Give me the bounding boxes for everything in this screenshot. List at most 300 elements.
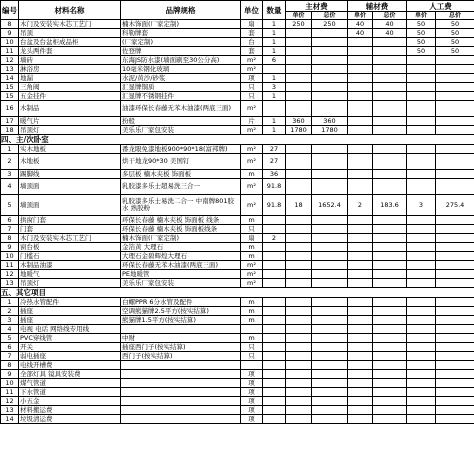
cell-main-total [312,56,348,65]
cell-labor-total [436,92,474,101]
header-labor-cost: 人工费 [407,1,474,12]
cell-qty: 91.8 [263,179,286,195]
cell-labor-total [436,252,474,261]
cell-labor-unit-price [407,92,436,101]
cell-qty [263,279,286,288]
cell-labor-unit-price [407,397,436,406]
cell-brand: PE地暖管 [121,270,241,279]
cell-labor-total [436,65,474,74]
table-row [1,343,474,352]
table-row [1,83,474,92]
cell-main-total [312,252,348,261]
cell-aux-unit-price [348,216,373,225]
cell-brand: 美乐乐厂家包安装 [121,126,241,135]
cell-unit: 片 [241,117,263,126]
cell-labor-unit-price [407,261,436,270]
cell-unit [241,361,263,370]
cell-no: 7 [1,225,19,234]
cell-brand: 科勒牌套 [121,29,241,38]
cell-aux-unit-price [348,261,373,270]
cell-brand: 10毫米钢化玻璃 [121,65,241,74]
cell-labor-unit-price [407,343,436,352]
cell-main-total [312,38,348,47]
cell-labor-total [436,316,474,325]
table-body [1,20,474,424]
header-aux-total: 总价 [373,12,407,20]
table-row [1,307,474,316]
cell-brand: 楠木饰面(厂家定制) [121,234,241,243]
cell-labor-total [436,83,474,92]
cell-aux-unit-price [348,361,373,370]
cell-no: 11 [1,47,19,56]
cell-main-unit-price [286,352,312,361]
cell-main-unit-price [286,370,312,379]
table-row [1,352,474,361]
cell-unit: m [241,298,263,307]
table-row [1,270,474,279]
cell-material: 窗台板 [19,243,121,252]
cell-qty [263,243,286,252]
cell-material: 煤气管道 [19,379,121,388]
cell-aux-total [373,370,407,379]
cell-material: 龙头两件套 [19,47,121,56]
table-row [1,56,474,65]
cell-unit: 只 [241,83,263,92]
cell-aux-total [373,279,407,288]
cell-unit: 项 [241,388,263,397]
cell-no: 14 [1,74,19,83]
cell-brand [121,406,241,415]
cell-qty [263,379,286,388]
cell-aux-total [373,261,407,270]
cell-main-total [312,279,348,288]
cell-brand: 佐登牌 [121,47,241,56]
cell-qty [263,270,286,279]
cell-aux-unit-price [348,388,373,397]
cell-brand: 番龙眼免漆地板900*90*18(富邦牌) [121,145,241,154]
cell-labor-total: 50 [436,20,474,29]
cell-material: 木地板 [19,154,121,170]
table-row [1,397,474,406]
cell-material: 踢脚线 [19,170,121,179]
cell-no: 6 [1,343,19,352]
cell-no: 9 [1,370,19,379]
cell-aux-total [373,65,407,74]
cell-aux-total [373,361,407,370]
table-row [1,195,474,216]
cell-main-total [312,225,348,234]
cell-main-total [312,74,348,83]
cell-main-unit-price: 18 [286,195,312,216]
cell-qty [263,298,286,307]
cell-main-total [312,352,348,361]
table-row [1,415,474,424]
cell-labor-total [436,397,474,406]
cell-no: 9 [1,243,19,252]
cell-no: 10 [1,252,19,261]
cell-labor-total [436,270,474,279]
cell-brand: 楠木饰面(厂家定制) [121,20,241,29]
cell-brand: 熊猫牌1.5平方(按实结算) [121,316,241,325]
cell-material: 吊顶灯 [19,126,121,135]
cell-brand [121,379,241,388]
cell-aux-unit-price [348,316,373,325]
cell-labor-total [436,179,474,195]
cell-labor-total [436,343,474,352]
cell-aux-total [373,397,407,406]
cell-brand: 环保长春藤 楠木夹板 饰面板 线条 [121,216,241,225]
cell-unit: m² [241,154,263,170]
cell-aux-unit-price: 40 [348,29,373,38]
cell-no: 4 [1,325,19,334]
cell-brand: 中财 [121,334,241,343]
table-row [1,38,474,47]
cell-main-unit-price [286,179,312,195]
header-labor-unit-price: 单价 [407,12,436,20]
cell-labor-total [436,74,474,83]
cell-labor-unit-price [407,179,436,195]
cell-no: 11 [1,388,19,397]
cell-qty: 27 [263,145,286,154]
cell-main-total [312,29,348,38]
cell-main-total [312,397,348,406]
cell-aux-unit-price [348,92,373,101]
cell-material: 五金挂件 [19,92,121,101]
cell-labor-total [436,279,474,288]
cell-material: 拱窗门套 [19,216,121,225]
cell-main-unit-price [286,101,312,117]
cell-aux-total [373,352,407,361]
cell-main-total [312,234,348,243]
cell-material: 木门及安装实木芯工艺门 [19,234,121,243]
cell-aux-unit-price [348,252,373,261]
cell-unit: 项 [241,415,263,424]
cell-main-total: 250 [312,20,348,29]
table-row [1,20,474,29]
table-row [1,47,474,56]
cell-qty [263,325,286,334]
cell-brand: 水泥/黄沙/砂浆 [121,74,241,83]
cell-aux-total: 40 [373,29,407,38]
table-row [1,334,474,343]
cell-labor-unit-price [407,415,436,424]
cell-main-unit-price [286,29,312,38]
table-row [1,279,474,288]
cell-material: 暖气片 [19,117,121,126]
cell-aux-unit-price [348,243,373,252]
cell-aux-total [373,243,407,252]
cell-no: 7 [1,352,19,361]
cell-unit: 套 [241,29,263,38]
cell-labor-unit-price [407,370,436,379]
cell-qty [263,65,286,74]
cell-qty: 1 [263,38,286,47]
cell-labor-total: 50 [436,38,474,47]
cell-aux-unit-price [348,397,373,406]
cell-unit: 台 [241,38,263,47]
cell-aux-unit-price [348,343,373,352]
cell-main-total [312,406,348,415]
cell-qty: 1 [263,29,286,38]
table-row [1,379,474,388]
cell-main-unit-price [286,65,312,74]
cell-aux-total [373,379,407,388]
cell-unit: 只 [241,225,263,234]
cell-main-total [312,325,348,334]
cell-labor-unit-price [407,74,436,83]
cell-material: 墙顶面 [19,195,121,216]
cell-material: 木门及安装实木芯工艺门 [19,20,121,29]
cell-brand: 乳胶漆多乐士超易洗三合一 [121,179,241,195]
cell-no: 1 [1,298,19,307]
cell-main-unit-price [286,243,312,252]
cell-brand: 金箔黄 大理石 [121,243,241,252]
cell-material: 开关 [19,343,121,352]
cell-aux-total [373,179,407,195]
cell-material: 弱电插座 [19,352,121,361]
cell-aux-unit-price [348,145,373,154]
cell-material: 淋浴房 [19,65,121,74]
cell-unit: 套 [241,47,263,56]
cell-aux-total [373,92,407,101]
cell-aux-unit-price [348,370,373,379]
cell-no: 6 [1,216,19,225]
cell-brand [121,325,241,334]
cell-labor-total [436,388,474,397]
cell-main-total: 1652.4 [312,195,348,216]
cell-unit: m² [241,56,263,65]
cell-labor-unit-price [407,279,436,288]
cell-main-unit-price [286,270,312,279]
cell-brand: 空调熊猫牌2.5平方(按实结算) [121,307,241,316]
cell-labor-total [436,101,474,117]
cell-main-unit-price [286,47,312,56]
table-row [1,370,474,379]
cell-main-unit-price [286,316,312,325]
cell-unit: 扇 [241,234,263,243]
cell-no: 5 [1,334,19,343]
cell-main-unit-price [286,56,312,65]
cell-aux-unit-price [348,352,373,361]
cell-labor-total [436,298,474,307]
cell-labor-total [436,334,474,343]
header-main-total: 总价 [312,12,348,20]
cell-no: 12 [1,270,19,279]
table-row [1,65,474,74]
cell-main-total: 360 [312,117,348,126]
cell-aux-total: 40 [373,20,407,29]
section-title: 五、其它项目 [1,288,474,298]
cell-labor-unit-price [407,83,436,92]
cell-labor-total [436,145,474,154]
cell-aux-total [373,225,407,234]
cell-qty: 91.8 [263,195,286,216]
cell-labor-total [436,117,474,126]
cell-main-total [312,388,348,397]
cell-labor-total [436,216,474,225]
cell-no: 2 [1,307,19,316]
table-row [1,298,474,307]
cell-material: 垃圾清运费 [19,415,121,424]
cell-aux-unit-price [348,179,373,195]
table-row [1,361,474,370]
cell-main-unit-price [286,74,312,83]
table-row [1,92,474,101]
cell-main-total [312,83,348,92]
cell-qty [263,216,286,225]
cell-unit: m [241,216,263,225]
cell-brand: (厂家定制) [121,38,241,47]
cell-no: 9 [1,29,19,38]
cell-unit: 只 [241,343,263,352]
cell-material: 木制品 [19,101,121,117]
cell-main-total [312,179,348,195]
cell-labor-total [436,406,474,415]
cell-aux-total [373,38,407,47]
cell-unit: m² [241,179,263,195]
cell-material: 三角阀 [19,83,121,92]
cell-unit: 只 [241,352,263,361]
cell-labor-total [436,307,474,316]
cell-unit: m [241,170,263,179]
cell-qty: 1 [263,126,286,135]
cell-labor-total [436,352,474,361]
cell-aux-total [373,316,407,325]
cell-brand: 多层板 楠木夹板 饰面板 [121,170,241,179]
cell-no: 2 [1,154,19,170]
cell-unit: m [241,316,263,325]
cell-aux-unit-price [348,225,373,234]
cell-no: 14 [1,415,19,424]
cell-unit: 项 [241,397,263,406]
cell-no: 8 [1,234,19,243]
cell-material: 冷热水管配件 [19,298,121,307]
cell-brand: 西门子(按实结算) [121,352,241,361]
cell-main-total [312,298,348,307]
cell-qty: 1 [263,92,286,101]
cell-aux-unit-price [348,298,373,307]
cell-aux-total [373,252,407,261]
cell-aux-total [373,83,407,92]
table-row [1,74,474,83]
cell-labor-total [436,325,474,334]
cell-labor-unit-price [407,270,436,279]
cell-main-total [312,154,348,170]
cell-main-unit-price [286,225,312,234]
section-row [1,288,474,298]
cell-unit: 扇 [241,20,263,29]
cell-labor-unit-price [407,243,436,252]
cell-aux-unit-price [348,234,373,243]
cell-aux-unit-price [348,334,373,343]
cell-no: 8 [1,361,19,370]
cell-qty [263,370,286,379]
header-qty: 数量 [263,1,286,20]
cell-material: 插座 [19,307,121,316]
cell-labor-unit-price [407,145,436,154]
cell-no: 15 [1,92,19,101]
cell-labor-total [436,56,474,65]
cell-aux-total [373,56,407,65]
cell-material: 电视 电话 网络线专用线 [19,325,121,334]
cell-main-unit-price [286,92,312,101]
cell-main-unit-price [286,406,312,415]
cell-qty [263,415,286,424]
table-row [1,388,474,397]
cell-qty [263,307,286,316]
cell-qty: 1 [263,117,286,126]
cell-aux-unit-price [348,415,373,424]
cell-aux-unit-price [348,56,373,65]
cell-material: 吊顶 [19,29,121,38]
cell-material: 小五金 [19,397,121,406]
cell-material: 地暖气 [19,270,121,279]
cell-aux-unit-price [348,307,373,316]
cell-qty: 2 [263,234,286,243]
cell-aux-unit-price [348,47,373,56]
header-main-unit-price: 单价 [286,12,312,20]
cell-main-unit-price [286,415,312,424]
cell-qty [263,361,286,370]
cell-brand: 油漆环保长春藤无苯木油漆(两底三面) [121,101,241,117]
cell-qty [263,252,286,261]
cell-labor-unit-price: 50 [407,47,436,56]
cell-unit: m² [241,261,263,270]
cell-labor-unit-price [407,307,436,316]
cell-brand [121,388,241,397]
cell-aux-total [373,298,407,307]
cell-aux-unit-price [348,406,373,415]
cell-no: 16 [1,101,19,117]
cell-main-total [312,370,348,379]
cell-material: 墙砖 [19,56,121,65]
cell-aux-unit-price: 40 [348,20,373,29]
cell-labor-total [436,225,474,234]
cell-labor-unit-price [407,234,436,243]
cell-material: 实木地板 [19,145,121,154]
cell-material: 吊顶灯 [19,279,121,288]
cell-no: 5 [1,195,19,216]
cell-labor-total [436,370,474,379]
table-row [1,126,474,135]
cell-qty [263,397,286,406]
cell-labor-unit-price [407,379,436,388]
cell-labor-unit-price [407,298,436,307]
table-row [1,154,474,170]
cell-unit: 项 [241,406,263,415]
cell-no: 17 [1,117,19,126]
cell-labor-unit-price [407,325,436,334]
cell-main-unit-price [286,325,312,334]
cell-main-total [312,261,348,270]
cell-aux-total [373,325,407,334]
cell-main-total [312,316,348,325]
cell-aux-total [373,154,407,170]
cell-brand: 环保长春藤 楠木夹板 饰面板线条 [121,225,241,234]
cell-unit: m² [241,126,263,135]
cell-labor-total [436,243,474,252]
cell-qty [263,343,286,352]
cell-main-total [312,334,348,343]
cell-unit: m² [241,270,263,279]
cell-qty [263,352,286,361]
cell-unit: m [241,334,263,343]
cell-main-unit-price [286,298,312,307]
cell-main-total [312,65,348,74]
cell-aux-unit-price [348,65,373,74]
header-main-cost: 主材费 [286,1,348,12]
cell-material: 地漏 [19,74,121,83]
